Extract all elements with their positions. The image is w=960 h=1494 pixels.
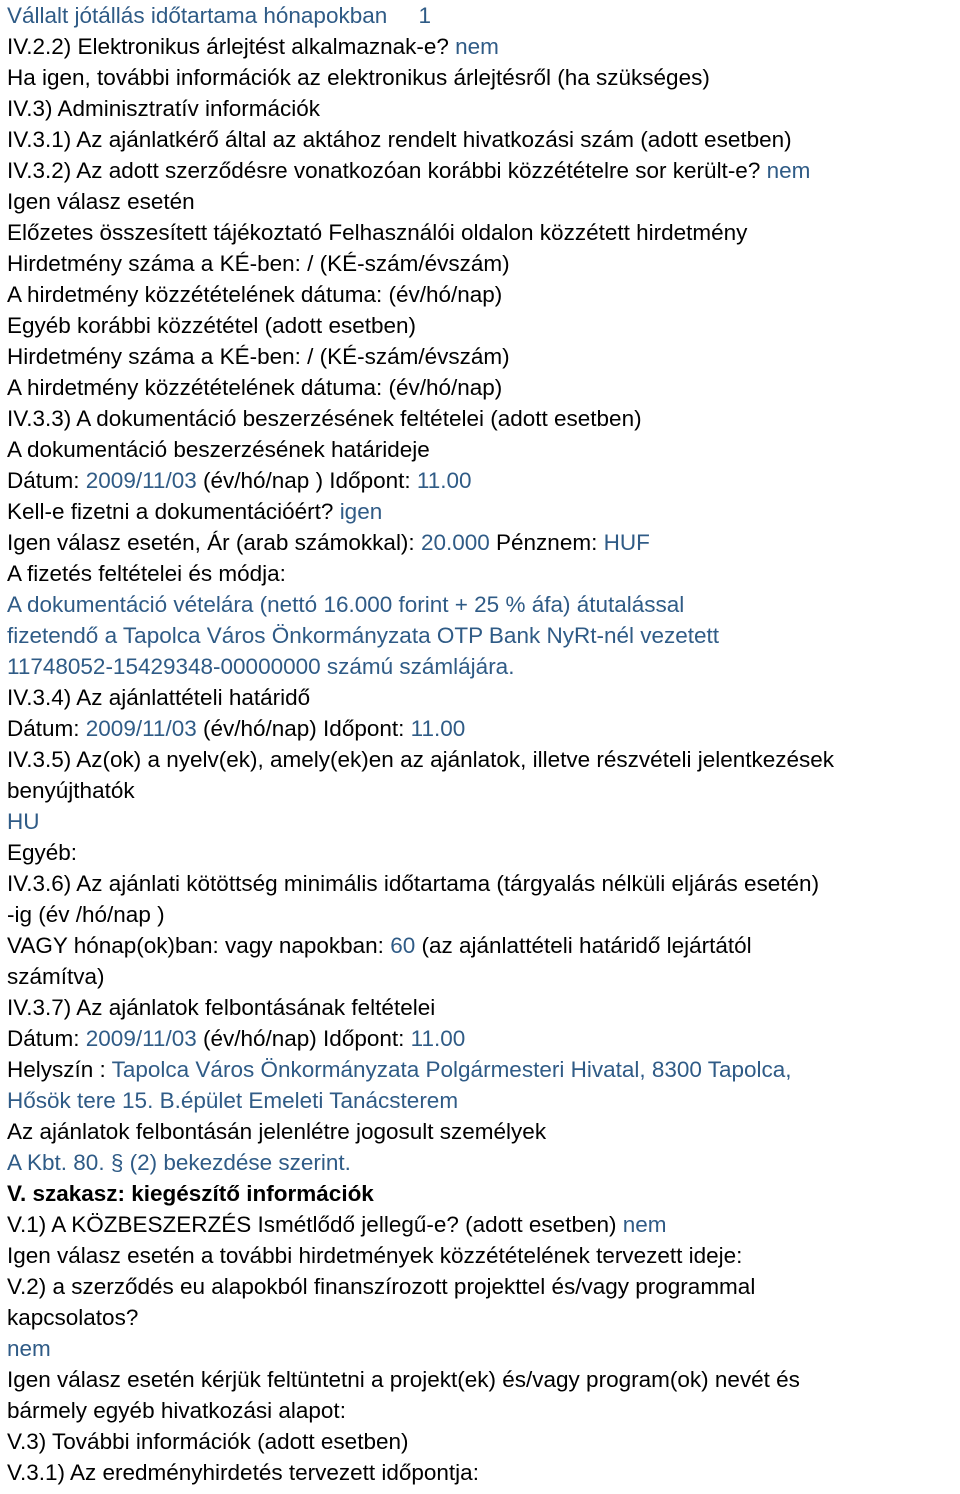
field-label: -ig (év /hó/nap ) — [7, 902, 165, 927]
field-label: A dokumentáció beszerzésének határideje — [7, 437, 430, 462]
text-line — [7, 467, 472, 495]
field-value: fizetendő a Tapolca Város Önkormányzata OTP Bank NyRt-nél vezetett — [7, 623, 720, 648]
field-value: HUF — [603, 530, 650, 555]
text-line — [7, 1428, 408, 1456]
text-line — [7, 1273, 755, 1301]
field-label: Egyéb korábbi közzététel (adott esetben) — [7, 313, 416, 338]
field-label: számítva) — [7, 964, 105, 989]
text-line — [7, 188, 195, 216]
text-line — [7, 1180, 374, 1208]
field-label: V.1) A KÖZBESZERZÉS Ismétlődő jellegű-e? (adott esetben) — [7, 1212, 623, 1237]
text-line — [7, 1087, 458, 1115]
field-value: nem — [455, 34, 499, 59]
field-label: Az ajánlatok felbontásán jelenlétre jogosult személyek — [7, 1119, 547, 1144]
field-label: IV.3.7) Az ajánlatok felbontásának feltételei — [7, 995, 436, 1020]
text-line — [7, 95, 320, 123]
text-line — [7, 622, 719, 650]
field-label: Ha igen, további információk az elektronikus árlejtésről (ha szükséges) — [7, 65, 710, 90]
text-line — [7, 715, 465, 743]
field-label: IV.3.3) A dokumentáció beszerzésének feltételei (adott esetben) — [7, 406, 642, 431]
field-label: Dátum: — [7, 1026, 86, 1051]
field-value: 2009/11/03 — [85, 1026, 197, 1051]
text-line — [7, 374, 502, 402]
field-label: Igen válasz esetén, Ár (arab számokkal): — [7, 530, 421, 555]
text-line — [7, 932, 752, 960]
field-label: Hirdetmény száma a KÉ-ben: / (KÉ-szám/évszám) — [7, 344, 510, 369]
text-line — [7, 963, 105, 991]
field-label: IV.3) Adminisztratív információk — [7, 96, 321, 121]
text-line — [7, 250, 510, 278]
text-line — [7, 1459, 479, 1487]
field-label: A hirdetmény közzétételének dátuma: (év/hó/nap) — [7, 282, 503, 307]
text-line — [7, 1211, 667, 1239]
field-value: Tapolca Város Önkormányzata Polgármesteri Hivatal, 8300 Tapolca, — [111, 1057, 792, 1082]
text-line — [7, 1056, 792, 1084]
field-label: IV.3.5) Az(ok) a nyelv(ek), amely(ek)en az ajánlatok, illetve részvételi jelentkezések — [7, 747, 835, 772]
field-label: Hirdetmény száma a KÉ-ben: / (KÉ-szám/évszám) — [7, 251, 510, 276]
text-line — [7, 1149, 351, 1177]
field-value: nem — [7, 1336, 51, 1361]
field-value: nem — [622, 1212, 667, 1237]
field-label: Dátum: — [7, 468, 86, 493]
field-value: 20.000 — [420, 530, 490, 555]
text-line — [7, 1397, 346, 1425]
field-label: Pénznem: — [489, 530, 604, 555]
text-line — [7, 64, 710, 92]
field-value: A dokumentáció vételára (nettó 16.000 forint + 25 % áfa) átutalással — [7, 592, 685, 617]
text-line — [7, 839, 77, 867]
field-value: nem — [766, 158, 811, 183]
text-line — [7, 1025, 465, 1053]
field-label: (év/hó/nap) Időpont: — [196, 716, 411, 741]
text-line — [7, 343, 510, 371]
field-label: V.3.1) Az eredményhirdetés tervezett időpontja: — [7, 1460, 479, 1485]
field-label: Előzetes összesített tájékoztató Felhasználói oldalon közzétett hirdetmény — [7, 220, 748, 245]
text-line — [7, 33, 499, 61]
field-value: Hősök tere 15. B.épület Emeleti Tanácsterem — [7, 1088, 459, 1113]
text-line — [7, 684, 310, 712]
text-line — [7, 653, 514, 681]
field-label: IV.3.2) Az adott szerződésre vonatkozóan korábbi közzétételre sor került-e? — [7, 158, 767, 183]
field-value: 1 — [387, 3, 432, 28]
field-value: igen — [339, 499, 383, 524]
field-value: 2009/11/03 — [85, 716, 197, 741]
field-label: kapcsolatos? — [7, 1305, 139, 1330]
text-line — [7, 1304, 138, 1332]
text-line — [7, 312, 416, 340]
text-line — [7, 560, 286, 588]
field-label: bármely egyéb hivatkozási alapot: — [7, 1398, 346, 1423]
field-label: IV.3.6) Az ajánlati kötöttség minimális időtartama (tárgyalás nélküli eljárás esetén) — [7, 871, 820, 896]
field-value: A Kbt. 80. § (2) bekezdése szerint. — [7, 1150, 351, 1175]
field-label: Egyéb: — [7, 840, 78, 865]
field-value: 11.00 — [410, 716, 466, 741]
text-line — [7, 529, 650, 557]
field-label: Dátum: — [7, 716, 86, 741]
text-line — [7, 808, 40, 836]
field-value: 11.00 — [416, 468, 472, 493]
field-value: Vállalt jótállás időtartama hónapokban — [7, 3, 388, 28]
field-label: (év/hó/nap ) Időpont: — [196, 468, 417, 493]
text-line — [7, 405, 642, 433]
text-line — [7, 1335, 51, 1363]
field-label: A fizetés feltételei és módja: — [7, 561, 286, 586]
text-line — [7, 436, 430, 464]
text-line — [7, 901, 165, 929]
field-value: 11.00 — [410, 1026, 466, 1051]
field-label: IV.3.1) Az ajánlatkérő által az aktához rendelt hivatkozási szám (adott esetben) — [7, 127, 792, 152]
field-label: benyújthatók — [7, 778, 135, 803]
text-line — [7, 498, 382, 526]
text-line — [7, 591, 684, 619]
field-label: IV.3.4) Az ajánlattételi határidő — [7, 685, 311, 710]
field-label: (az ajánlattételi határidő lejártától — [415, 933, 752, 958]
field-label: A hirdetmény közzétételének dátuma: (év/hó/nap) — [7, 375, 503, 400]
text-line — [7, 219, 747, 247]
text-line — [7, 1366, 800, 1394]
text-line — [7, 2, 431, 30]
text-line — [7, 746, 834, 774]
field-label: IV.2.2) Elektronikus árlejtést alkalmaznak-e? — [7, 34, 456, 59]
field-label: Igen válasz esetén — [7, 189, 195, 214]
text-line — [7, 777, 135, 805]
text-line — [7, 157, 810, 185]
field-label: Kell-e fizetni a dokumentációért? — [7, 499, 340, 524]
field-label: Igen válasz esetén kérjük feltüntetni a projekt(ek) és/vagy program(ok) nevét és — [7, 1367, 800, 1392]
field-value: HU — [7, 809, 40, 834]
field-label: (év/hó/nap) Időpont: — [196, 1026, 411, 1051]
text-line — [7, 1118, 546, 1146]
field-value: 60 — [390, 933, 416, 958]
field-label: Igen válasz esetén a további hirdetmények közzétételének tervezett ideje: — [7, 1243, 743, 1268]
section-heading: V. szakasz: kiegészítő információk — [7, 1181, 374, 1206]
field-label: V.3) További információk (adott esetben) — [7, 1429, 409, 1454]
field-label: VAGY hónap(ok)ban: vagy napokban: — [7, 933, 391, 958]
text-line — [7, 994, 435, 1022]
text-line — [7, 126, 792, 154]
text-line — [7, 870, 819, 898]
field-label: Helyszín : — [7, 1057, 112, 1082]
field-value: 2009/11/03 — [85, 468, 197, 493]
text-line — [7, 1242, 742, 1270]
field-label: V.2) a szerződés eu alapokból finanszírozott projekttel és/vagy programmal — [7, 1274, 756, 1299]
text-line — [7, 281, 502, 309]
field-value: 11748052-15429348-00000000 számú számlájára. — [7, 654, 515, 679]
